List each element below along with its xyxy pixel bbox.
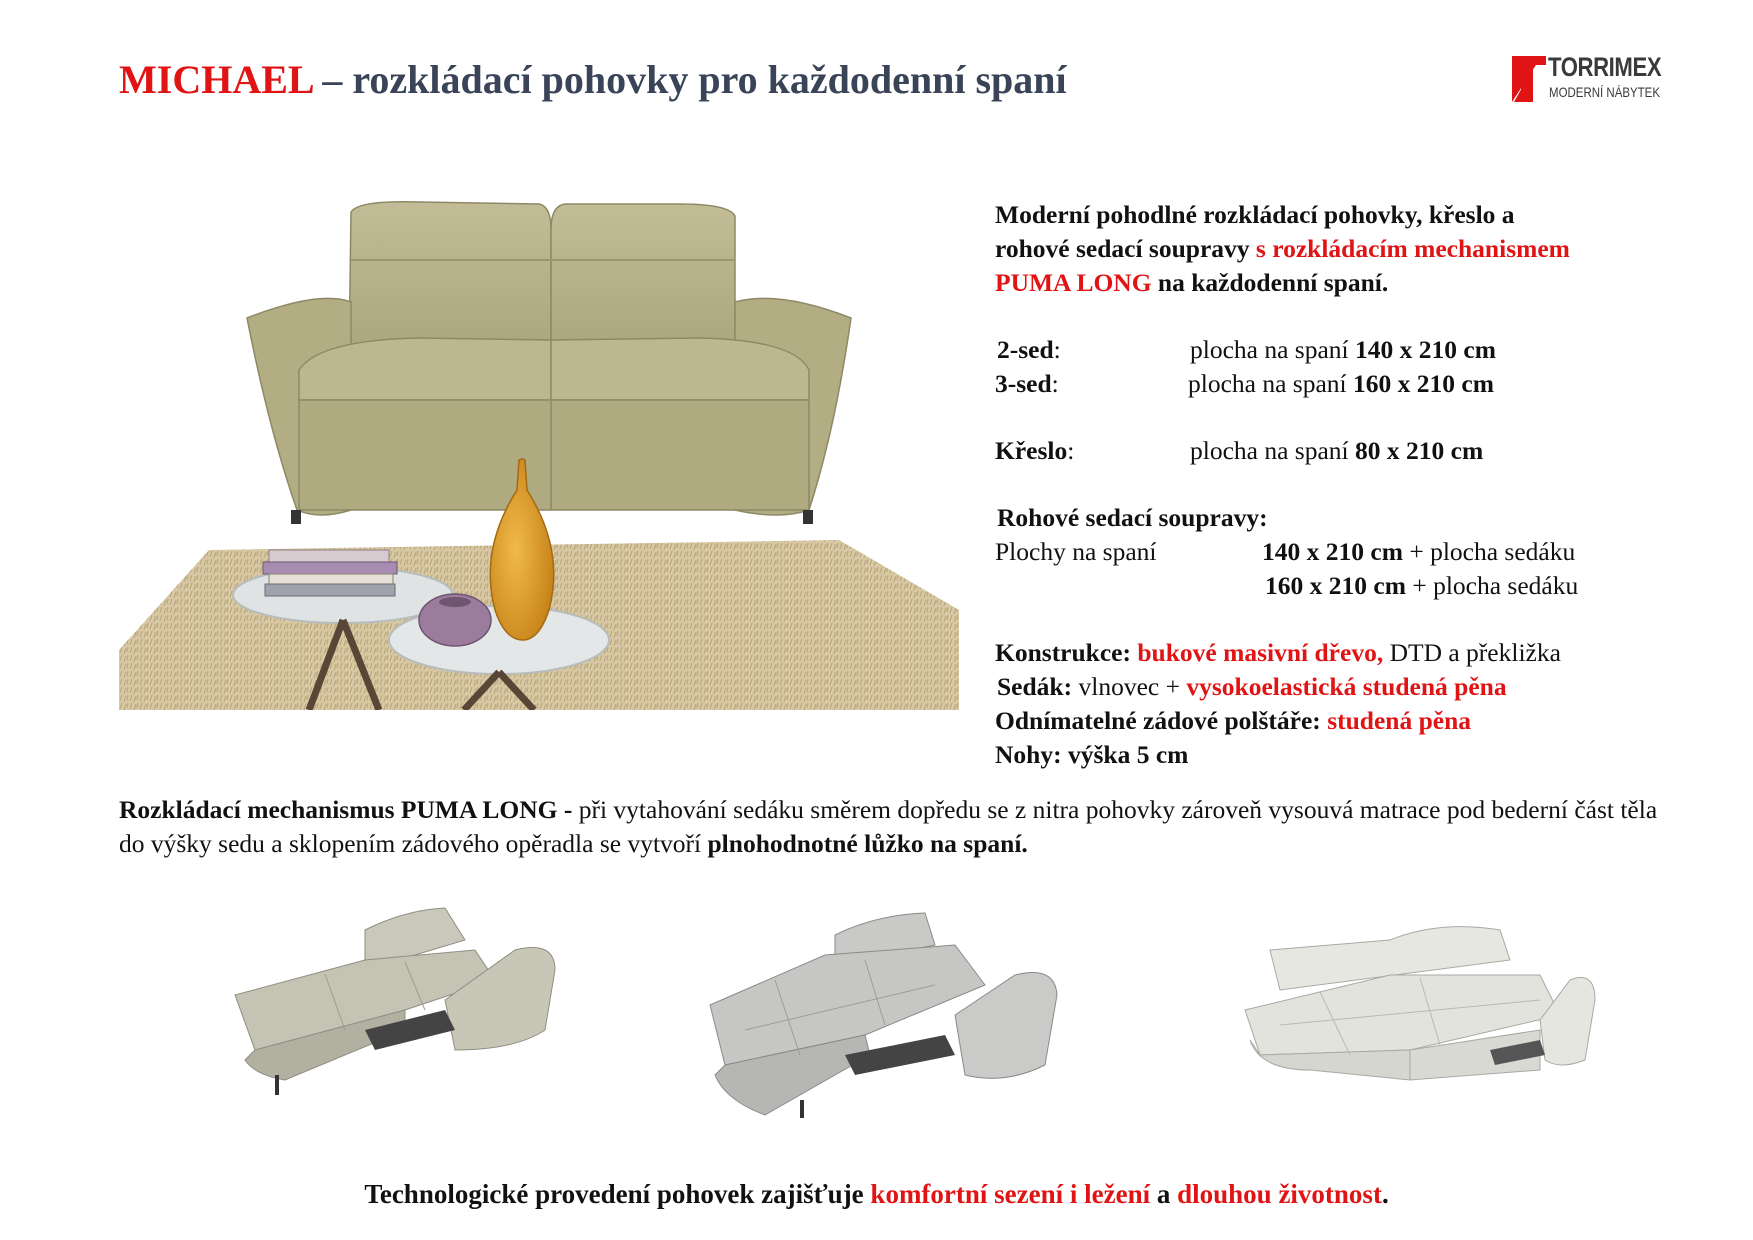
- mechanism-end: plnohodnotné lůžko na spaní.: [707, 829, 1028, 858]
- corner-row-2: 160 x 210 cm + plocha sedáku: [1265, 571, 1579, 600]
- torrimex-logo: [1512, 54, 1680, 104]
- size-value-2sed: plocha na spaní 140 x 210 cm: [1190, 335, 1496, 364]
- title-subtitle: – rozkládací pohovky pro každodenní spaní: [312, 57, 1067, 102]
- page-title: [119, 56, 1067, 103]
- corner-label: Plochy na spaní: [995, 537, 1157, 566]
- logo-subtitle: MODERNÍ NÁBYTEK: [1549, 84, 1660, 100]
- construction-line: Konstrukce: bukové masivní dřevo, DTD a překližka: [995, 638, 1561, 667]
- size-label-2sed: 2-sed:: [997, 335, 1061, 364]
- seat-line: Sedák: vlnovec + vysokoelastická studená pěna: [997, 672, 1507, 701]
- cushion-line: Odnímatelné zádové polštáře: studená pěna: [995, 706, 1472, 735]
- sofa-bed-image: [705, 905, 1065, 1120]
- corner-sofa-bed-image: [1240, 920, 1600, 1105]
- size-value-kreslo: plocha na spaní 80 x 210 cm: [1190, 436, 1484, 465]
- intro-line-3: PUMA LONG na každodenní spaní.: [995, 268, 1389, 297]
- footer-tagline: Technologické provedení pohovek zajišťuje komfortní sezení i ležení a dlouhou životnost.: [364, 1179, 1389, 1209]
- size-label-kreslo: Křeslo:: [995, 436, 1075, 465]
- corner-heading: Rohové sedací soupravy:: [997, 503, 1268, 532]
- corner-row-1: 140 x 210 cm + plocha sedáku: [1262, 537, 1576, 566]
- armchair-bed-image: [215, 900, 565, 1110]
- intro-line-2: rohové sedací soupravy s rozkládacím mechanismem: [995, 234, 1570, 263]
- intro-line-1: Moderní pohodlné rozkládací pohovky, křeslo a: [995, 200, 1515, 229]
- product-name: MICHAEL: [119, 57, 313, 102]
- legs-line: Nohy: výška 5 cm: [995, 740, 1189, 769]
- torrimex-mark-icon: [1512, 56, 1546, 102]
- mechanism-paragraph: [119, 793, 1679, 861]
- size-value-3sed: plocha na spaní 160 x 210 cm: [1188, 369, 1494, 398]
- mechanism-text: při vytahování sedáku směrem dopředu se z nitra pohovky zároveň vysouvá matrace pod bederní část těla do výšky sedu a sklopením zádového opěradla se vytvoří: [119, 795, 1658, 858]
- hero-sofa-image: [119, 190, 959, 710]
- logo-brand: TORRIMEX: [1548, 52, 1662, 82]
- mechanism-lead: Rozkládací mechanismus PUMA LONG -: [119, 795, 573, 824]
- size-label-3sed: 3-sed:: [995, 369, 1059, 398]
